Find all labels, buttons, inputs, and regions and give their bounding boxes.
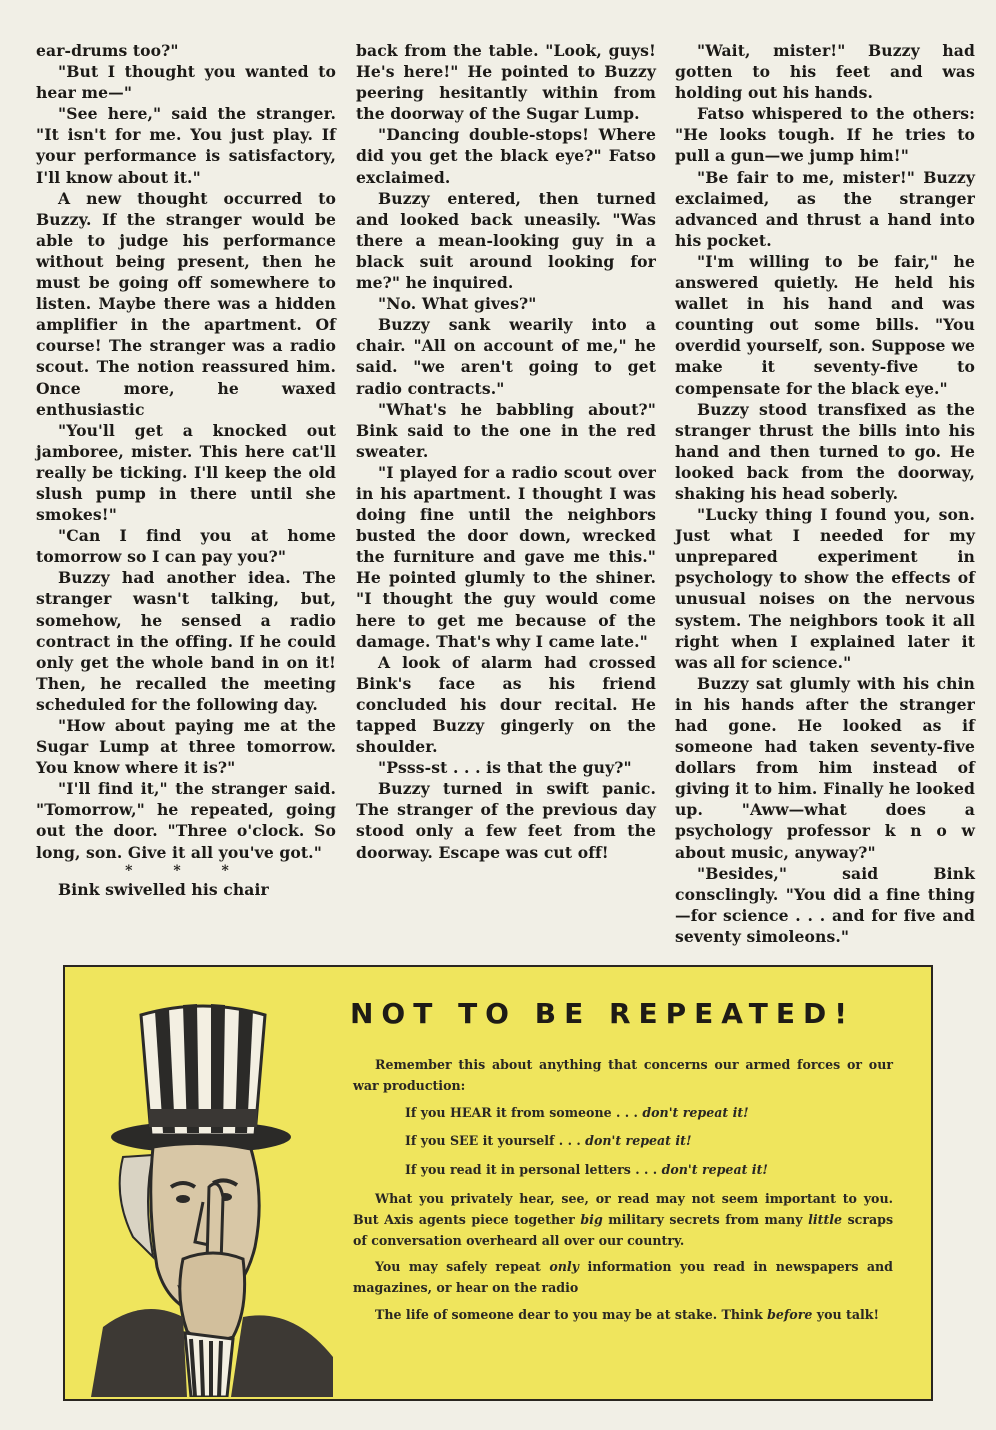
story-paragraph: "Psss-st . . . is that the guy?" [378,758,632,778]
story-paragraph: "Besides," said Bink consclingly. "You did a fine thing—for science . . . and for five and seventy simoleons." [675,863,975,946]
story-paragraph: ear-drums too?" [36,41,179,60]
poster-para-axis: What you privately hear, see, or read may not seem important to you. But Axis agents piece together big military secrets from many little scraps of conversation overheard all over our country. [353,1190,894,1248]
poster-body [353,1055,893,1332]
story-paragraph: "Can I find you at home tomorrow so I can pay you?" [36,526,336,567]
text-column-3 [675,40,975,947]
story-paragraph: "I'm willing to be fair," he answered quietly. He held his wallet in his hand and was counting out some bills. "You overdid yourself, son. Suppose we make it seventy-five to compensate for the black eye." [675,251,975,398]
story-paragraph: "You'll get a knocked out jamboree, mister. This here cat'll really be ticking. I'll keep the old slush pump in there until she smokes!" [36,420,336,525]
story-paragraph: Buzzy sank wearily into a chair. "All on account of me," he said. "we aren't going to get radio contracts." [356,315,656,398]
section-break: * * * [125,862,247,879]
poster-para-safe: You may safely repeat only information you read in newspapers and magazines, or hear on the radio [353,1259,893,1296]
story-paragraph: "See here," said the stranger. "It isn't for me. You just play. If your performance is satisfactory, I'll know about it." [36,104,336,187]
story-paragraph: "Lucky thing I found you, son. Just what I needed for my unprepared experiment in psychology to show the effects of unusual noises on the nervous system. The neighbors took it all right when I explained later it was all for science." [675,505,975,672]
story-paragraph: "No. What gives?" [378,294,537,314]
poster-intro: Remember this about anything that concerns our armed forces or our war production: [353,1057,893,1093]
story-paragraph: "I played for a radio scout over in his apartment. I thought I was doing fine until the neighbors busted the door down, wrecked the furniture and gave me this." He pointed glumly to the shiner. "I thought the guy would come here to get me because of the damage. That's why I came late." [356,462,656,651]
poster-line-read: If you read it in personal letters . . . don't repeat it! [405,1162,768,1178]
text-column-1 [36,40,336,900]
story-paragraph: A look of alarm had crossed Bink's face as his friend concluded his dour recital. He tapped Buzzy gingerly on the shoulder. [356,652,656,757]
story-paragraph: "What's he babbling about?" Bink said to the one in the red sweater. [356,399,656,461]
uncle-sam-illustration [83,997,343,1397]
story-paragraph: "I'll find it," the stranger said. "Tomorrow," he repeated, going out the door. "Three o'clock. So long, son. Give it all you've got." [36,779,336,862]
poster-para-life: The life of someone dear to you may be at stake. Think before you talk! [375,1306,880,1322]
war-poster-ad [63,965,933,1401]
story-paragraph: "How about paying me at the Sugar Lump at three tomorrow. You know where it is?" [36,716,336,778]
poster-line-hear: If you HEAR it from someone . . . don't repeat it! [405,1104,749,1120]
poster-line-see: If you SEE it yourself . . . don't repeat it! [405,1133,692,1149]
story-paragraph: A new thought occurred to Buzzy. If the stranger would be able to judge his performance without being present, then he must be going off somewhere to listen. Maybe there was a hidden amplifier in the apartment. Of course! The stranger was a radio scout. The notion reassured him. Once more, he waxed enthusiastic [36,188,336,419]
story-paragraph: Fatso whispered to the others: "He looks tough. If he tries to pull a gun—we jump him!" [675,104,975,166]
story-paragraph: "Wait, mister!" Buzzy had gotten to his feet and was holding out his hands. [675,41,975,103]
story-paragraph: "Be fair to me, mister!" Buzzy exclaimed, as the stranger advanced and thrust a hand into his pocket. [675,167,975,250]
text-column-2 [356,40,656,863]
story-paragraph: back from the table. "Look, guys! He's here!" He pointed to Buzzy peering hesitantly within from the doorway of the Sugar Lump. [356,41,656,124]
story-paragraph: Buzzy sat glumly with his chin in his hands after the stranger had gone. He looked as if someone had taken seventy-five dollars from him instead of giving it to him. Finally he looked up. "Aww—what does a psychology professor k n o w about music, anyway?" [675,673,975,862]
poster-headline: NOT TO BE REPEATED! [350,997,856,1030]
story-paragraph: "Dancing double-stops! Where did you get the black eye?" Fatso exclaimed. [356,125,656,187]
story-paragraph: Buzzy stood transfixed as the stranger thrust the bills into his hand and then turned to go. He looked back from the doorway, shaking his head soberly. [675,399,975,503]
story-paragraph: Buzzy entered, then turned and looked back uneasily. "Was there a mean-looking guy in a black suit around looking for me?" he inquired. [356,188,656,293]
story-paragraph: Bink swivelled his chair [58,879,269,899]
story-paragraph: Buzzy turned in swift panic. The stranger of the previous day stood only a few feet from the doorway. Escape was cut off! [356,779,656,862]
story-paragraph: Buzzy had another idea. The stranger wasn't talking, but, somehow, he sensed a radio contract in the offing. If he could only get the whole band in on it! Then, he recalled the meeting scheduled for the following day. [36,568,336,714]
story-paragraph: "But I thought you wanted to hear me—" [36,62,336,103]
